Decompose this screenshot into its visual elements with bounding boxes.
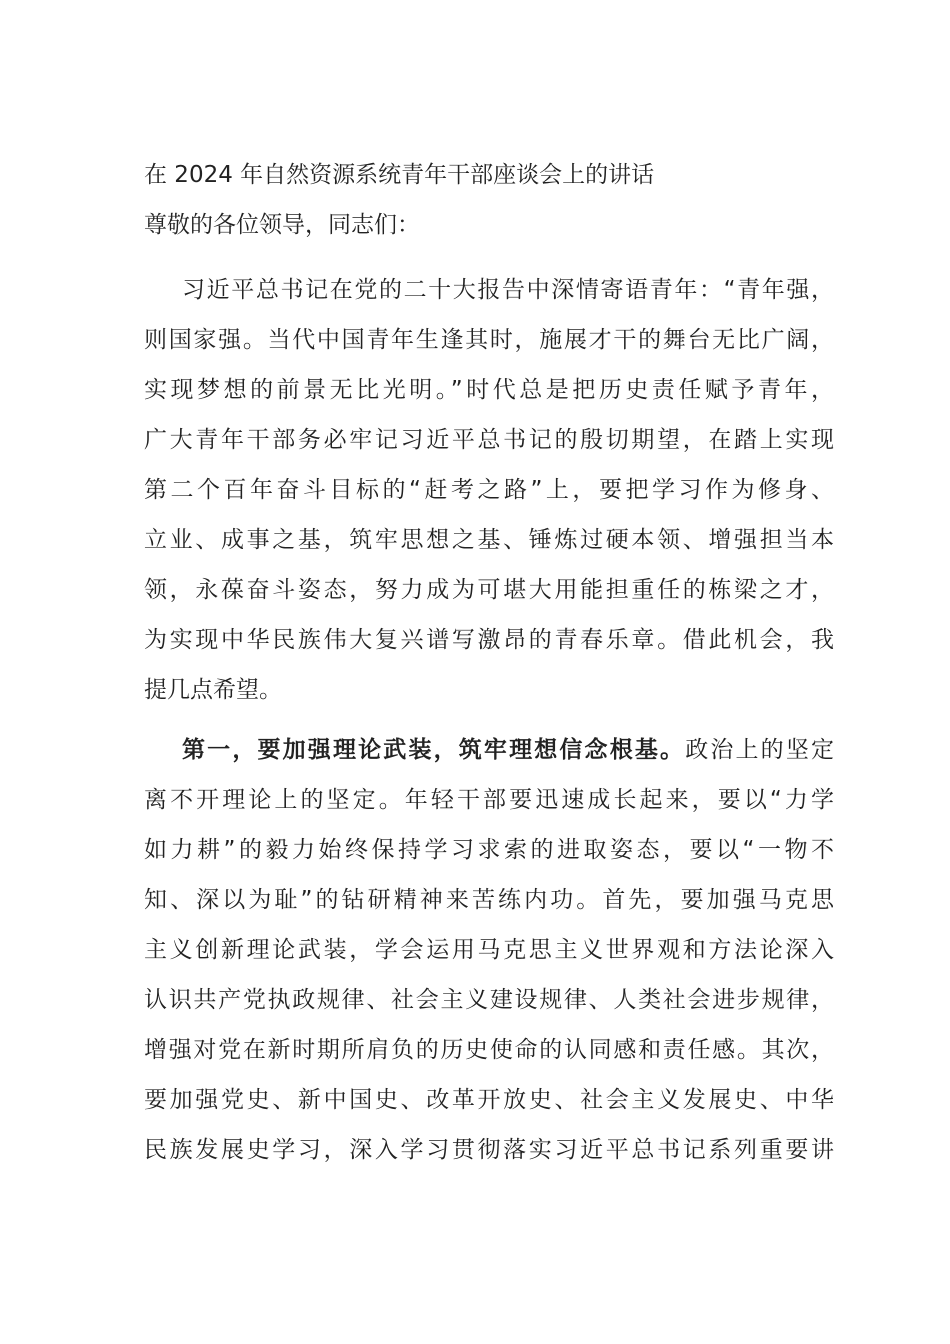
paragraph-lead-text: 政治上的坚定 [685,737,835,763]
paragraph-line: 为实现中华民族伟大复兴谱写激昂的青春乐章。借此机会，我 [144,627,834,653]
paragraph-line: 习近平总书记在党的二十大报告中深情寄语青年：“青年强， [182,277,834,303]
paragraph-line: 实现梦想的前景无比光明。”时代总是把历史责任赋予青年， [144,377,834,403]
salutation: 尊敬的各位领导，同志们： [144,212,420,238]
paragraph-line: 如力耕”的毅力始终保持学习求索的进取姿态，要以“一物不 [144,837,834,863]
paragraph-line: 广大青年干部务必牢记习近平总书记的殷切期望，在踏上实现 [144,427,834,453]
paragraph-line: 民族发展史学习，深入学习贯彻落实习近平总书记系列重要讲 [144,1137,834,1163]
paragraph-first-point [144,725,834,1175]
paragraph-lead-line [144,725,834,775]
paragraph-line: 认识共产党执政规律、社会主义建设规律、人类社会进步规律， [144,987,834,1013]
paragraph-line: 立业、成事之基，筑牢思想之基、锤炼过硬本领、增强担当本 [144,527,834,553]
paragraph-line: 离不开理论上的坚定。年轻干部要迅速成长起来，要以“力学 [144,787,834,813]
paragraph-line: 第二个百年奋斗目标的“赶考之路”上，要把学习作为修身、 [144,477,834,503]
paragraph-line: 知、深以为耻”的钻研精神来苦练内功。首先，要加强马克思 [144,887,834,913]
document-title: 在 2024 年自然资源系统青年干部座谈会上的讲话 [144,162,655,188]
paragraph-line: 提几点希望。 [144,677,282,703]
paragraph-line: 增强对党在新时期所肩负的历史使命的认同感和责任感。其次， [144,1037,834,1063]
document-body [144,150,834,1185]
paragraph-intro [144,265,834,715]
paragraph-line: 要加强党史、新中国史、改革开放史、社会主义发展史、中华 [144,1087,834,1113]
paragraph-line: 主义创新理论武装，学会运用马克思主义世界观和方法论深入 [144,937,834,963]
paragraph-line: 领，永葆奋斗姿态，努力成为可堪大用能担重任的栋梁之才， [144,577,834,603]
paragraph-line: 则国家强。当代中国青年生逢其时，施展才干的舞台无比广阔， [144,327,834,353]
paragraph-heading: 第一，要加强理论武装，筑牢理想信念根基。 [182,737,686,763]
